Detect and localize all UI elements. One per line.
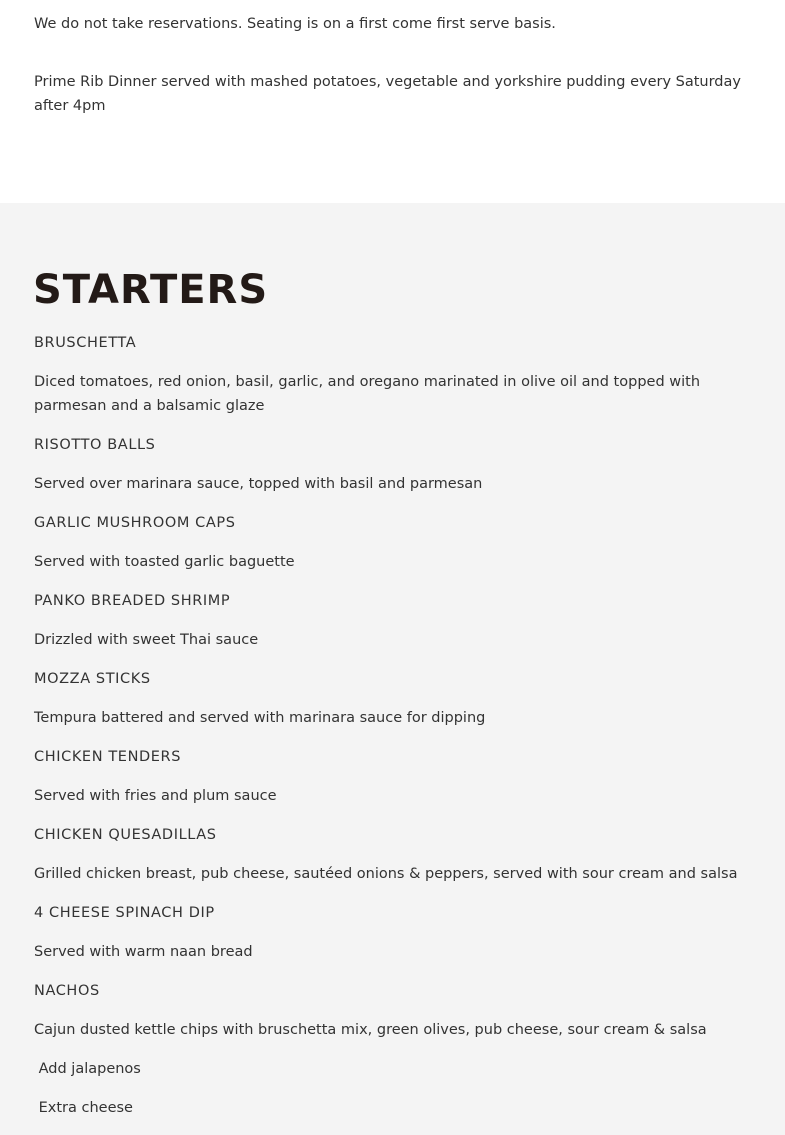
starters-section	[0, 203, 785, 1116]
menu-item-description: Cajun dusted kettle chips with bruschetta mix, green olives, pub cheese, sour cream & salsa	[34, 1022, 707, 1038]
menu-item-name: GARLIC MUSHROOM CAPS	[34, 515, 236, 531]
menu-item-description: Served with toasted garlic baguette	[34, 554, 295, 570]
menu-item-description: Diced tomatoes, red onion, basil, garlic, and oregano marinated in olive oil and topped with parmesan and a balsamic glaze	[34, 374, 701, 414]
menu-item-name: 4 CHEESE SPINACH DIP	[34, 905, 215, 921]
starters-list	[34, 331, 755, 1135]
menu-item-description: Drizzled with sweet Thai sauce	[34, 632, 259, 648]
prime-rib-notice: Prime Rib Dinner served with mashed potatoes, vegetable and yorkshire pudding every Saturday after 4pm	[34, 74, 741, 114]
menu-item-description: Grilled chicken breast, pub cheese, sautéed onions & peppers, served with sour cream and salsa	[34, 866, 738, 882]
menu-item-name: MOZZA STICKS	[34, 671, 151, 687]
info-section	[0, 0, 785, 203]
menu-item-description: Served over marinara sauce, topped with basil and parmesan	[34, 476, 483, 492]
menu-item-description: Served with fries and plum sauce	[34, 788, 277, 804]
menu-item-addon: Add jalapenos	[34, 1061, 141, 1077]
menu-item-name: CHICKEN TENDERS	[34, 749, 182, 765]
menu-item-name: CHICKEN QUESADILLAS	[34, 827, 217, 843]
menu-item-name: NACHOS	[34, 983, 100, 999]
menu-item-name: PANKO BREADED SHRIMP	[34, 593, 231, 609]
menu-item-name: BRUSCHETTA	[34, 335, 137, 351]
menu-item-description: Tempura battered and served with marinara sauce for dipping	[34, 710, 486, 726]
section-title: STARTERS	[33, 267, 269, 313]
menu-item-addon: Extra cheese	[34, 1100, 133, 1116]
reservations-notice: We do not take reservations. Seating is on a first come first serve basis.	[34, 16, 556, 32]
menu-item-name: RISOTTO BALLS	[34, 437, 156, 453]
menu-item-description: Served with warm naan bread	[34, 944, 253, 960]
